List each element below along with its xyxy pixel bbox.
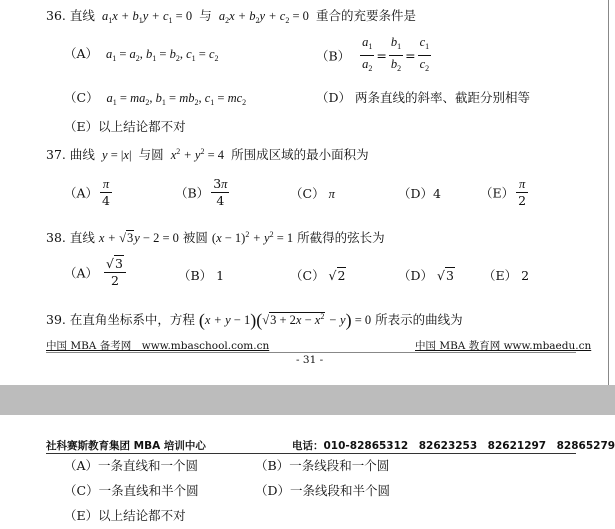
footer-left-link: 中国 MBA 备考网 www.mbaschool.com.cn — [46, 340, 270, 352]
question-38-stem: 38. 直线 x + √3y − 2 = 0 被圆 $(x - 1)^2 + y^2 = 1$ 所截得的弦长为 — [46, 230, 385, 245]
q36-option-e: （E）以上结论都不对 — [64, 119, 186, 134]
q38-option-c: （C） √2 — [290, 268, 346, 283]
q39-option-b: （B）一条线段和一个圆 — [255, 458, 390, 473]
header-phone: 电话：010-82865312 82623253 82621297 82865279 — [292, 440, 615, 452]
q39-option-c: （C）一条直线和半个圆 — [64, 483, 199, 498]
header-rule — [46, 453, 576, 454]
q38-option-a: （A） $\frac{√3}{2}$ — [64, 256, 128, 289]
q37-option-e: （E） $\frac{\pi}{2}$ — [480, 177, 527, 208]
q36-option-c: （C） $a_1 = ma_2$, $b_1 = mb_2$, $c_1 = mc_2$ — [64, 90, 247, 107]
q37-option-a: （A） $\frac{\pi}{4}$ — [64, 177, 110, 208]
q39-option-a: （A）一条直线和一个圆 — [64, 458, 199, 473]
q37-option-b: （B） $\frac{3\pi}{4}$ — [175, 176, 228, 208]
q37-option-d: （D）4 — [398, 186, 441, 201]
footer-rule — [46, 352, 576, 353]
q38-option-b: （B） 1 — [178, 268, 225, 283]
page-gap — [0, 385, 615, 415]
q36-option-d: （D） 两条直线的斜率、截距分别相等 — [316, 90, 531, 105]
question-39-stem: 39. 在直角坐标系中，方程 $(x + y - 1)(√3 + 2x - x^2 - y) = 0$ 所表示的曲线为 — [46, 310, 463, 330]
q36-option-b: （B） $\frac{a_1}{a_2}$ = $\frac{b_1}{b_2}$ = $\frac{c_1}{c_2}$ — [316, 35, 430, 73]
q37-option-c: （C） π — [290, 186, 335, 201]
q38-option-e: （E） 2 — [483, 268, 530, 283]
footer-right-link: 中国 MBA 教育网 www.mbaedu.cn — [415, 340, 592, 352]
question-36-stem: 36. 直线 $a_1x + b_1y + c_1 = 0$ 与 $a_2x + b_2y + c_2 = 0$ 重合的充要条件是 — [46, 8, 417, 25]
page-number: - 31 - — [296, 354, 324, 366]
q39-option-d: （D）一条线段和半个圆 — [255, 483, 391, 498]
q36-option-a: （A） $a_1 = a_2$, $b_1 = b_2$, $c_1 = c_2$ — [64, 46, 219, 63]
question-37-stem: 37. 曲线 y = |x| 与圆 $x^2 + y^2 = 4$ 所围成区域的最小面积为 — [46, 147, 369, 162]
q38-option-d: （D） √3 — [398, 268, 454, 283]
q39-option-e: （E）以上结论都不对 — [64, 508, 186, 523]
page-right-border — [608, 0, 609, 385]
header-org: 社科赛斯教育集团 MBA 培训中心 — [46, 440, 206, 452]
